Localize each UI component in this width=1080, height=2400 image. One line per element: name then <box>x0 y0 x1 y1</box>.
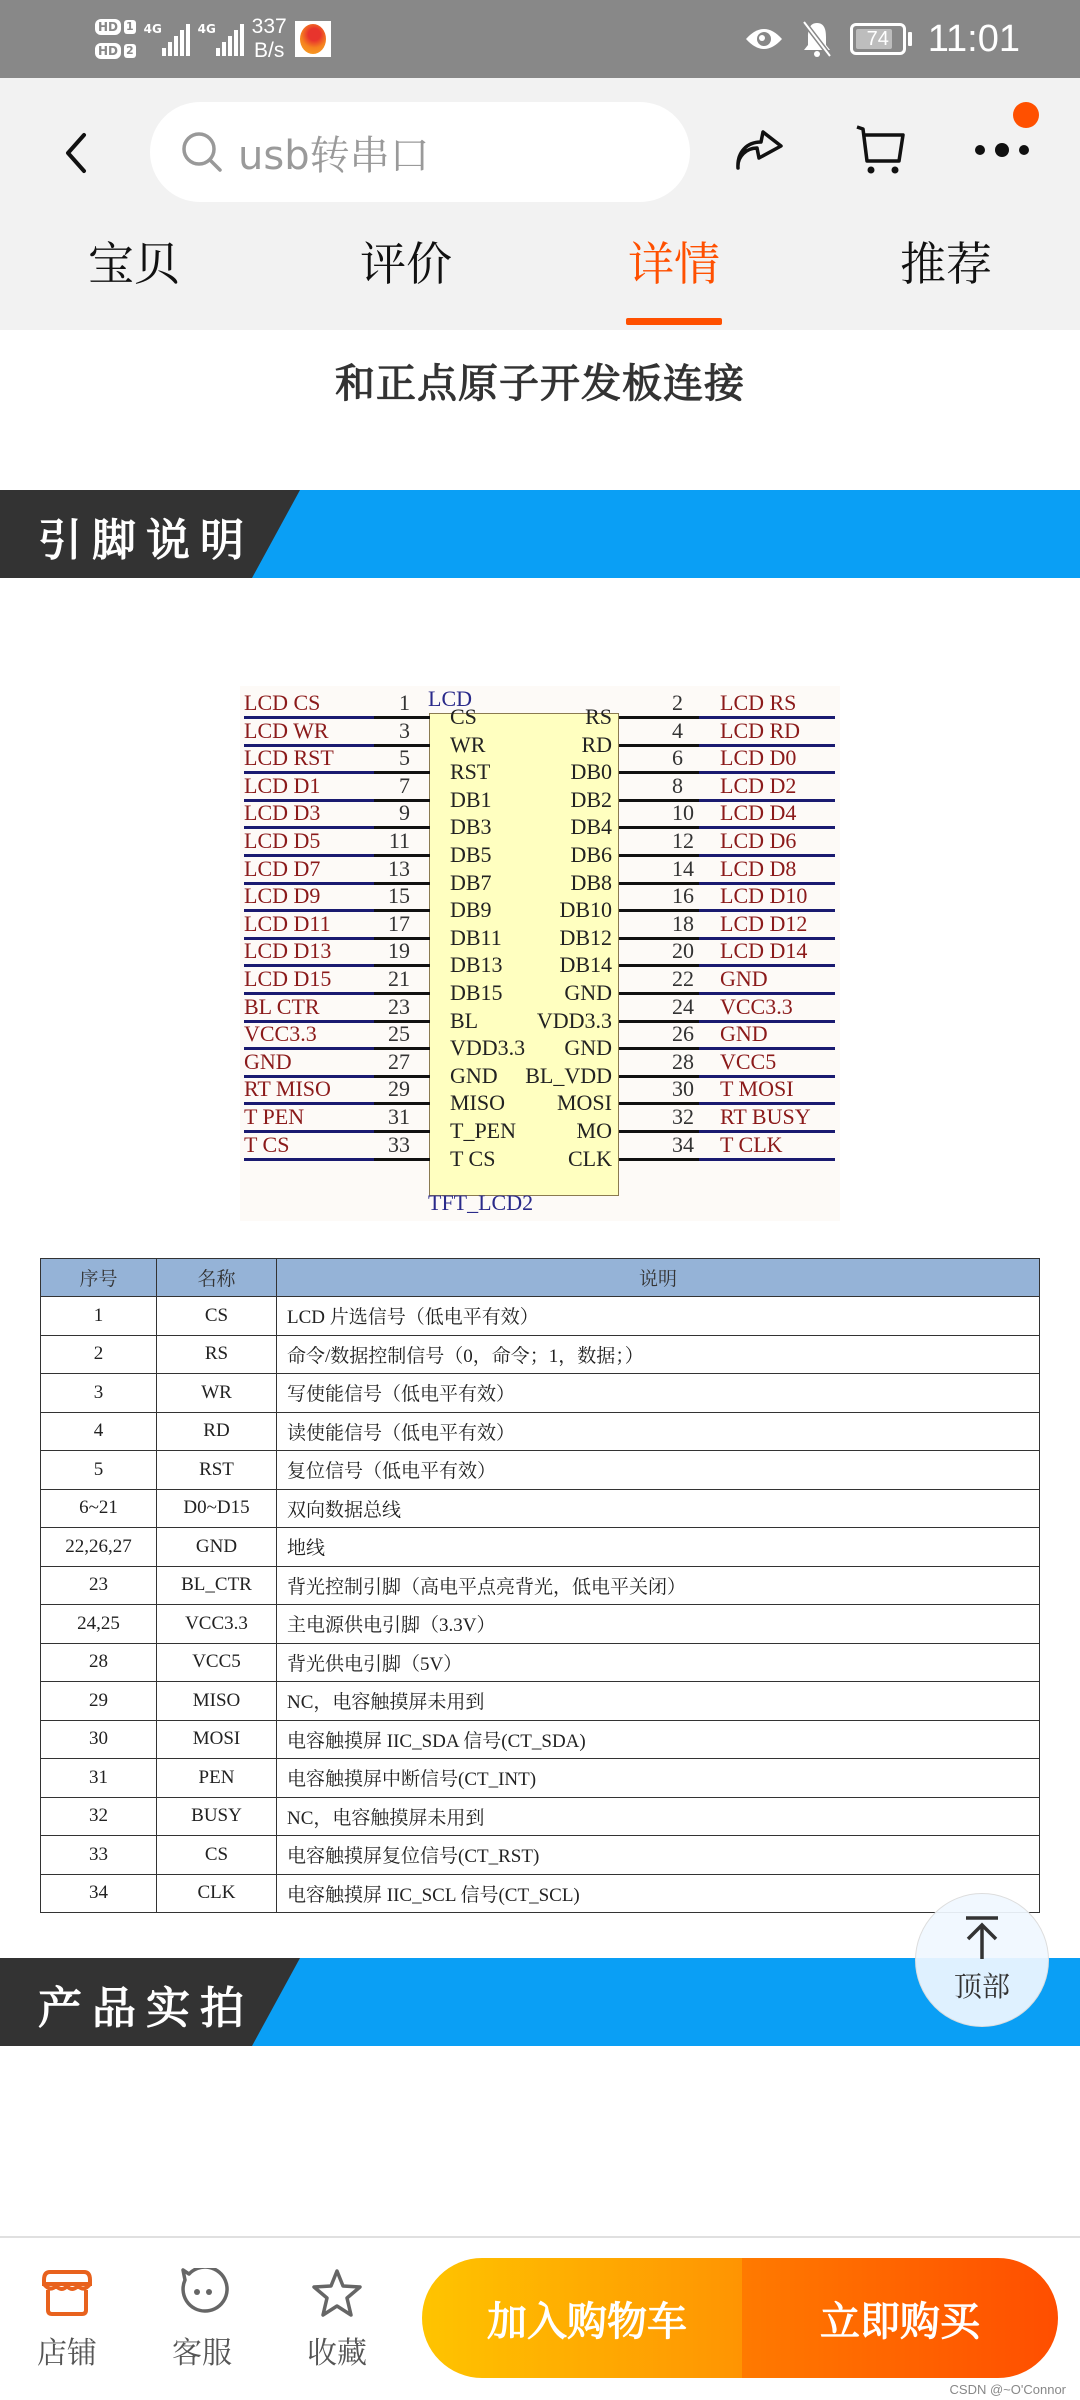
table-row <box>41 1720 1040 1759</box>
net-label: VCC5 <box>720 1048 777 1074</box>
pin-name: DB0 <box>570 759 612 785</box>
cell-name: RS <box>157 1335 277 1374</box>
search-input[interactable] <box>150 102 690 202</box>
net-label: LCD D1 <box>244 772 321 798</box>
cell-name: CS <box>157 1836 277 1875</box>
notification-badge <box>1013 102 1039 128</box>
cell-index: 30 <box>41 1720 157 1759</box>
cell-index: 1 <box>41 1297 157 1336</box>
pin-name: BL <box>450 1007 479 1033</box>
nav-favorite[interactable] <box>287 2268 387 2372</box>
pin-number: 17 <box>388 910 410 936</box>
net-label: GND <box>720 966 768 991</box>
net-label: LCD RS <box>720 690 797 715</box>
table-row <box>41 1412 1040 1451</box>
pin-name: DB9 <box>450 897 492 923</box>
speed-unit: B/s <box>254 39 285 62</box>
pin-name: MO <box>576 1118 612 1143</box>
pin-name: RST <box>450 759 491 785</box>
chevron-left-icon <box>64 132 88 174</box>
network-type: 4G <box>197 22 216 36</box>
cell-description: 复位信号（低电平有效） <box>277 1451 1040 1490</box>
pin-number: 11 <box>388 828 410 853</box>
network-type: 4G <box>143 22 162 36</box>
pin-number: 7 <box>399 772 410 798</box>
sim2-badge <box>95 43 136 59</box>
net-label: LCD D11 <box>244 910 331 936</box>
schematic-subtitle: TFT_LCD2 <box>428 1190 534 1215</box>
pin-number: 21 <box>388 966 410 991</box>
schematic-pin-right <box>240 717 840 757</box>
eye-icon <box>744 24 784 54</box>
schematic-pin-right <box>240 800 840 840</box>
schematic-pin-right <box>240 828 840 867</box>
add-to-cart-button[interactable]: 加入购物车 <box>422 2258 742 2378</box>
cell-name: RST <box>157 1451 277 1490</box>
table-row <box>41 1874 1040 1913</box>
active-tab-indicator <box>626 318 722 325</box>
cell-name: CS <box>157 1297 277 1336</box>
pin-description-table <box>40 1258 1040 1913</box>
pin-name: VDD3.3 <box>450 1035 526 1061</box>
sim-indicators <box>95 19 136 59</box>
purchase-buttons <box>422 2258 1058 2378</box>
pin-number: 1 <box>399 690 410 715</box>
pin-number: 24 <box>672 993 694 1019</box>
net-label: LCD WR <box>244 717 329 743</box>
cell-description: 主电源供电引脚（3.3V） <box>277 1605 1040 1644</box>
cart-button[interactable] <box>848 118 912 182</box>
pin-name: VDD3.3 <box>536 1007 612 1033</box>
cell-description: NC，电容触摸屏未用到 <box>277 1797 1040 1836</box>
buy-now-button[interactable]: 立即购买 <box>742 2258 1058 2378</box>
net-label: LCD D15 <box>244 966 332 991</box>
schematic-pin-right <box>240 1076 840 1116</box>
pin-name: MISO <box>450 1090 506 1116</box>
net-label: LCD D7 <box>244 855 321 881</box>
nav-customer-service-label: 客服 <box>172 2336 232 2371</box>
cell-description: 电容触摸屏复位信号(CT_RST) <box>277 1836 1040 1875</box>
pin-name: T CS <box>450 1145 496 1171</box>
cell-description: 命令/数据控制信号（0，命令；1，数据；） <box>277 1335 1040 1374</box>
share-button[interactable] <box>728 118 792 182</box>
pin-number: 34 <box>672 1131 694 1157</box>
net-label: LCD D10 <box>720 883 808 909</box>
tab-product[interactable]: 宝贝 <box>88 237 180 291</box>
wire <box>619 744 699 747</box>
bottom-action-bar <box>0 2236 1080 2400</box>
cell-description: 电容触摸屏中断信号(CT_INT) <box>277 1759 1040 1798</box>
net-label: VCC3.3 <box>720 993 793 1019</box>
pin-name: CLK <box>568 1145 612 1171</box>
cell-index: 23 <box>41 1566 157 1605</box>
cart-icon <box>853 123 907 177</box>
pin-number: 31 <box>388 1104 410 1129</box>
watermark: CSDN @~O'Connor <box>949 2382 1066 2397</box>
cell-name: RD <box>157 1412 277 1451</box>
speed-value: 337 <box>251 15 287 38</box>
cell-index: 22,26,27 <box>41 1528 157 1567</box>
pin-number: 20 <box>672 938 694 964</box>
net-label: LCD D13 <box>244 938 332 964</box>
pin-name: T_PEN <box>450 1118 516 1143</box>
nav-favorite-label: 收藏 <box>307 2336 367 2371</box>
status-right <box>744 14 1020 64</box>
cell-index: 5 <box>41 1451 157 1490</box>
pin-name: DB5 <box>450 842 492 867</box>
cell-index: 31 <box>41 1759 157 1798</box>
back-to-top-button[interactable] <box>915 1893 1049 2027</box>
net-label: LCD D6 <box>720 828 797 853</box>
pin-number: 30 <box>672 1076 694 1102</box>
cell-description: 背光控制引脚（高电平点亮背光，低电平关闭） <box>277 1566 1040 1605</box>
table-row <box>41 1297 1040 1336</box>
cell-name: MOSI <box>157 1720 277 1759</box>
net-label: GND <box>244 1048 292 1074</box>
pin-number: 10 <box>672 800 694 826</box>
pin-number: 9 <box>399 800 410 826</box>
pin-number: 14 <box>672 855 694 881</box>
star-icon <box>310 2268 364 2318</box>
net-label: T MOSI <box>720 1076 794 1102</box>
arrow-up-icon <box>960 1915 1004 1961</box>
cell-index: 24,25 <box>41 1605 157 1644</box>
net-label: LCD D0 <box>720 745 797 771</box>
search-placeholder: usb转串口 <box>238 132 430 179</box>
schematic-pin-right <box>240 938 840 978</box>
pin-number: 18 <box>672 910 694 936</box>
cell-description: 双向数据总线 <box>277 1489 1040 1528</box>
wire <box>699 1158 835 1161</box>
wire <box>619 771 699 774</box>
table-row <box>41 1797 1040 1836</box>
pin-name: DB4 <box>570 814 612 840</box>
net-label: LCD RD <box>720 717 801 743</box>
pin-number: 33 <box>388 1131 410 1157</box>
pin-name: RS <box>585 704 612 729</box>
pin-number: 15 <box>388 883 410 909</box>
pin-number: 2 <box>672 690 683 715</box>
cell-name: BUSY <box>157 1797 277 1836</box>
cell-description: LCD 片选信号（低电平有效） <box>277 1297 1040 1336</box>
network-speed <box>252 15 287 63</box>
pin-number: 4 <box>672 717 683 743</box>
net-label: LCD D12 <box>720 910 808 936</box>
cell-description: NC，电容触摸屏未用到 <box>277 1682 1040 1721</box>
schematic-title: LCD <box>428 686 472 711</box>
tab-reviews[interactable]: 评价 <box>360 237 452 291</box>
sim1-badge <box>95 19 136 35</box>
schematic-pin-right <box>240 690 840 729</box>
cell-description: 读使能信号（低电平有效） <box>277 1412 1040 1451</box>
tab-bar <box>0 228 1080 330</box>
net-label: LCD D8 <box>720 855 797 881</box>
schematic-pin-right <box>240 1104 840 1143</box>
table-row <box>41 1759 1040 1798</box>
net-label: LCD D4 <box>720 800 797 826</box>
share-icon <box>733 128 787 172</box>
pin-number: 28 <box>672 1048 694 1074</box>
status-left <box>95 10 331 68</box>
pin-name: DB7 <box>450 869 492 895</box>
bell-muted-icon <box>800 19 834 59</box>
pin-name: DB6 <box>570 842 612 867</box>
pin-name: DB12 <box>559 924 612 950</box>
pin-name: DB14 <box>559 952 612 978</box>
net-label: LCD CS <box>244 690 321 715</box>
net-label: T CLK <box>720 1131 783 1157</box>
pin-name: GND <box>564 980 612 1005</box>
banner-label: 产品实拍 <box>38 1983 254 2034</box>
nav-customer-service[interactable] <box>152 2268 252 2372</box>
table-row <box>41 1374 1040 1413</box>
cell-index: 34 <box>41 1874 157 1913</box>
battery-icon <box>850 23 912 55</box>
signal-icon-1 <box>144 22 190 56</box>
pin-number: 29 <box>388 1076 410 1102</box>
pin-number: 8 <box>672 772 683 798</box>
table-row <box>41 1528 1040 1567</box>
pin-name: DB2 <box>570 786 612 812</box>
cell-name: PEN <box>157 1759 277 1798</box>
table-row <box>41 1643 1040 1682</box>
sim1-number: 1 <box>126 20 134 33</box>
section-title: 和正点原子开发板连接 <box>335 361 745 407</box>
header-description: 说明 <box>277 1259 1040 1297</box>
sim2-number: 2 <box>126 44 134 57</box>
pin-name: DB13 <box>450 952 503 978</box>
banner-label: 引脚说明 <box>38 515 254 566</box>
cell-index: 6~21 <box>41 1489 157 1528</box>
cell-description: 背光供电引脚（5V） <box>277 1643 1040 1682</box>
cell-index: 32 <box>41 1797 157 1836</box>
banner-pin-description <box>0 490 1080 578</box>
cell-name: VCC5 <box>157 1643 277 1682</box>
search-icon <box>180 130 224 174</box>
pin-name: DB15 <box>450 980 503 1005</box>
pin-number: 5 <box>399 745 410 771</box>
pin-name: DB1 <box>450 786 492 812</box>
pin-name: DB10 <box>559 897 612 923</box>
tab-details[interactable]: 详情 <box>628 237 720 291</box>
net-label: GND <box>720 1021 768 1047</box>
more-dots-icon <box>972 140 1032 160</box>
table-header-row <box>41 1259 1040 1297</box>
pin-number: 32 <box>672 1104 694 1129</box>
back-button[interactable] <box>56 123 96 183</box>
cell-index: 33 <box>41 1836 157 1875</box>
hd-icon: HD <box>95 43 121 59</box>
cell-description: 电容触摸屏 IIC_SDA 信号(CT_SDA) <box>277 1720 1040 1759</box>
table-row <box>41 1836 1040 1875</box>
net-label: T PEN <box>244 1104 305 1129</box>
pin-name: CS <box>450 704 477 729</box>
cell-name: MISO <box>157 1682 277 1721</box>
table-row <box>41 1682 1040 1721</box>
cell-description: 电容触摸屏 IIC_SCL 信号(CT_SCL) <box>277 1874 1040 1913</box>
table-row <box>41 1566 1040 1605</box>
pin-name: MOSI <box>556 1090 612 1116</box>
nav-store-label: 店铺 <box>37 2336 97 2371</box>
header-index: 序号 <box>41 1259 157 1297</box>
pin-number: 25 <box>388 1021 410 1047</box>
pin-name: DB11 <box>450 924 502 950</box>
schematic-pin-right <box>240 1131 840 1171</box>
pin-name: GND <box>450 1062 498 1088</box>
cell-description: 地线 <box>277 1528 1040 1567</box>
pin-number: 22 <box>672 966 694 991</box>
table-row <box>41 1605 1040 1644</box>
pin-name: WR <box>450 731 486 757</box>
back-to-top-label: 顶部 <box>953 1970 1010 2003</box>
nav-store[interactable] <box>17 2268 117 2372</box>
pin-number: 3 <box>399 717 410 743</box>
pin-number: 13 <box>388 855 410 881</box>
pin-name: GND <box>564 1035 612 1061</box>
cell-index: 28 <box>41 1643 157 1682</box>
net-label: LCD D3 <box>244 800 321 826</box>
schematic-pin-right <box>240 993 840 1033</box>
cell-index: 4 <box>41 1412 157 1451</box>
cell-name: CLK <box>157 1874 277 1913</box>
app-notification-icon <box>295 21 331 57</box>
pin-name: BL_VDD <box>525 1062 612 1088</box>
schematic-pin-right <box>240 966 840 1005</box>
schematic-pin-right <box>240 855 840 895</box>
net-label: RT BUSY <box>720 1104 811 1129</box>
pin-number: 6 <box>672 745 683 771</box>
hd-icon: HD <box>95 19 121 35</box>
battery-level: 74 <box>866 27 889 50</box>
clock: 11:01 <box>927 17 1020 60</box>
status-bar <box>0 0 1080 78</box>
table-row <box>41 1489 1040 1528</box>
cell-description: 写使能信号（低电平有效） <box>277 1374 1040 1413</box>
cell-name: WR <box>157 1374 277 1413</box>
pin-number: 12 <box>672 828 694 853</box>
net-label: BL CTR <box>244 993 320 1019</box>
table-row <box>41 1335 1040 1374</box>
wire <box>619 716 699 719</box>
pin-number: 19 <box>388 938 410 964</box>
pin-number: 27 <box>388 1048 410 1074</box>
net-label: LCD RST <box>244 745 334 771</box>
cell-name: BL_CTR <box>157 1566 277 1605</box>
customer-service-icon <box>175 2268 229 2318</box>
net-label: LCD D14 <box>720 938 808 964</box>
table-row <box>41 1451 1040 1490</box>
app-header <box>0 78 1080 330</box>
signal-icon-2 <box>198 22 244 56</box>
cell-name: VCC3.3 <box>157 1605 277 1644</box>
cell-name: GND <box>157 1528 277 1567</box>
cell-index: 2 <box>41 1335 157 1374</box>
pin-number: 26 <box>672 1021 694 1047</box>
lcd-pin-schematic <box>240 686 840 1221</box>
net-label: LCD D5 <box>244 828 321 853</box>
pin-name: DB8 <box>570 869 612 895</box>
tab-recommend[interactable]: 推荐 <box>900 237 992 291</box>
net-label: LCD D2 <box>720 772 797 798</box>
net-label: VCC3.3 <box>244 1021 317 1047</box>
pin-number: 16 <box>672 883 694 909</box>
pin-name: RD <box>581 731 612 757</box>
cell-index: 29 <box>41 1682 157 1721</box>
store-icon <box>40 2268 94 2318</box>
net-label: RT MISO <box>244 1076 331 1102</box>
net-label: LCD D9 <box>244 883 321 909</box>
cell-index: 3 <box>41 1374 157 1413</box>
header-name: 名称 <box>157 1259 277 1297</box>
pin-number: 23 <box>388 993 410 1019</box>
pin-name: DB3 <box>450 814 492 840</box>
wire <box>619 1158 699 1161</box>
net-label: T CS <box>244 1131 290 1157</box>
cell-name: D0~D15 <box>157 1489 277 1528</box>
